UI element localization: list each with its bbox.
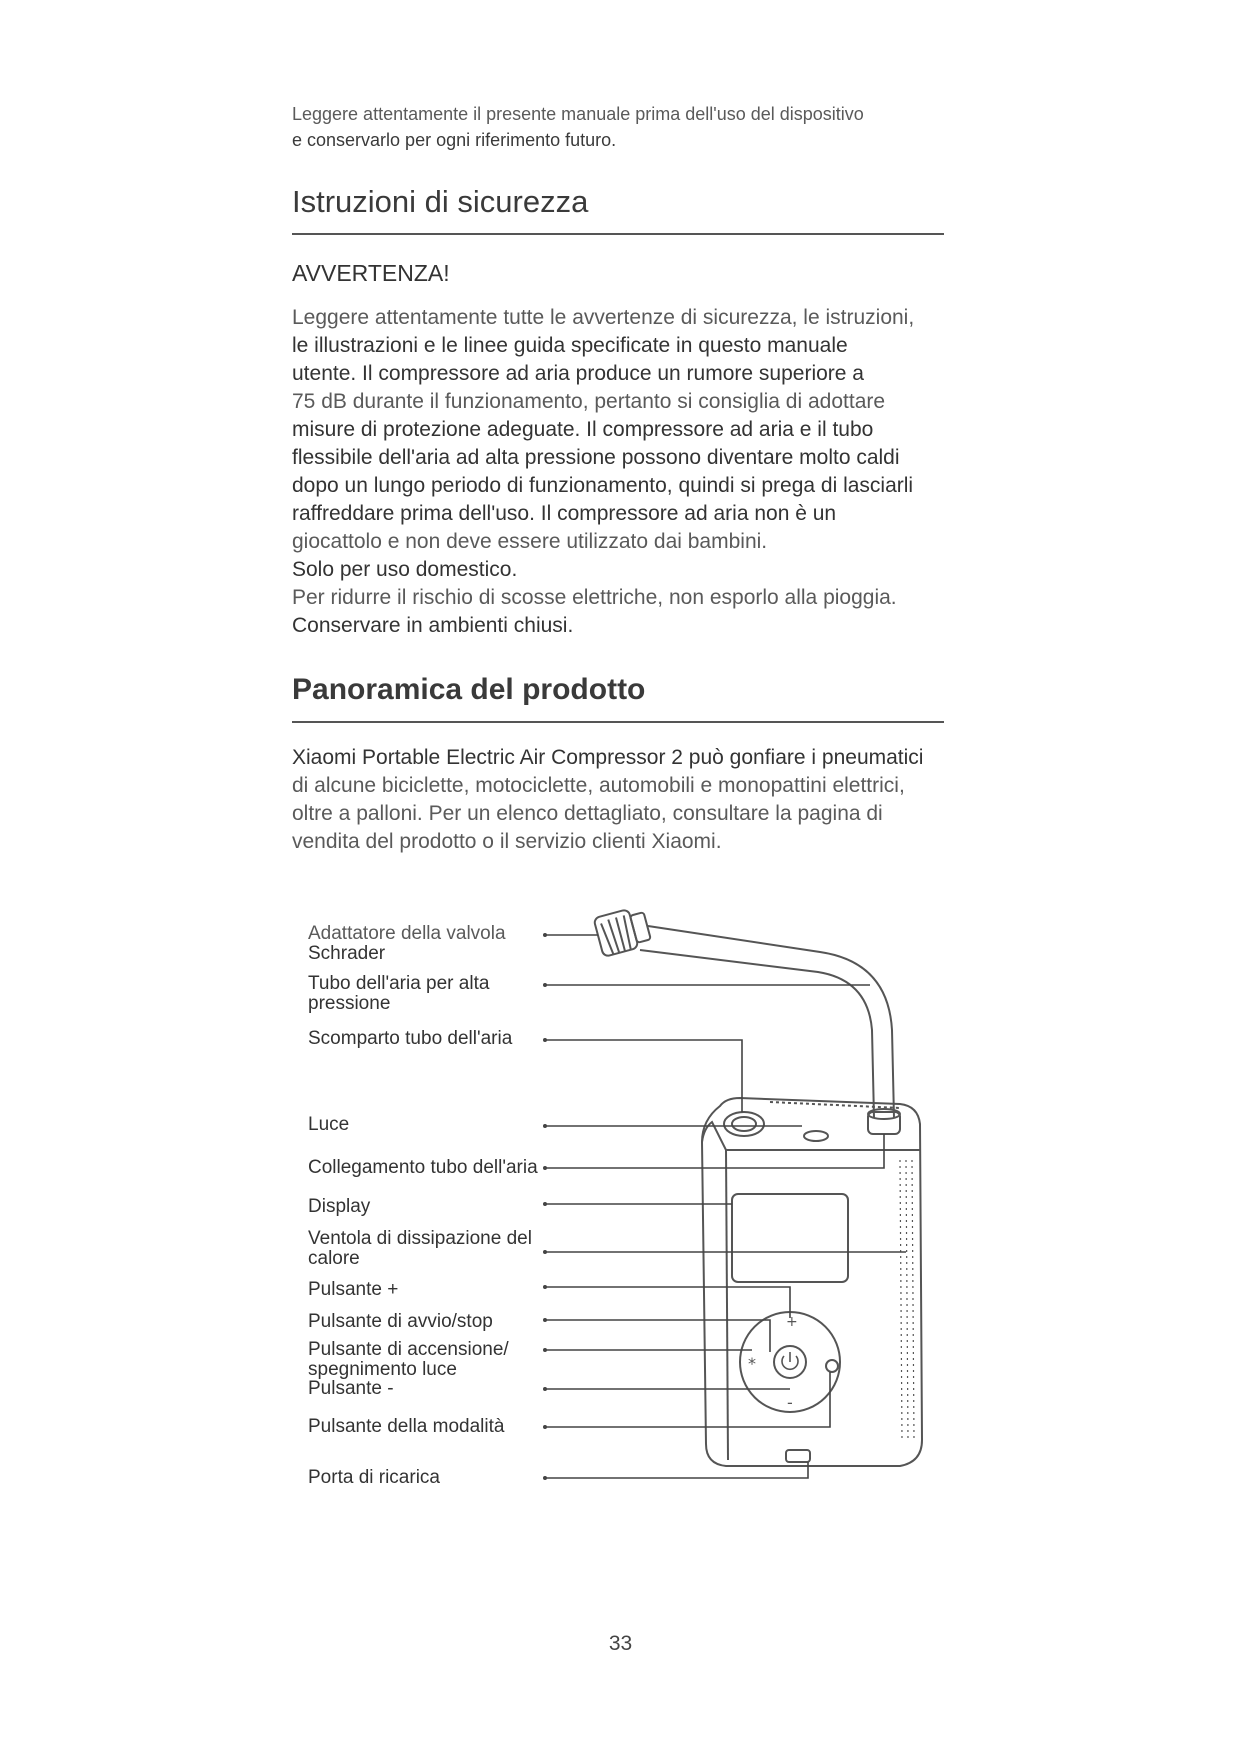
- label-light-power-button: Pulsante di accensione/ spegnimento luce: [308, 1339, 509, 1380]
- safety-line: le illustrazioni e le linee guida specificate in questo manuale: [292, 334, 848, 357]
- label-light: Luce: [308, 1114, 350, 1135]
- intro-line-2: e conservarlo per ogni riferimento futuro.: [292, 130, 617, 150]
- page-number: 33: [608, 1632, 633, 1655]
- overview-line: oltre a palloni. Per un elenco dettagliato, consultare la pagina di: [292, 802, 883, 825]
- overview-line: di alcune biciclette, motociclette, automobili e monopattini elettrici,: [292, 774, 905, 797]
- safety-line: giocattolo e non deve essere utilizzato dai bambini.: [292, 530, 768, 553]
- safety-line: 75 dB durante il funzionamento, pertanto si consiglia di adottare: [292, 390, 886, 413]
- label-high-pressure-hose: Tubo dell'aria per alta pressione: [308, 973, 490, 1014]
- overview-line: Xiaomi Portable Electric Air Compressor 2 può gonfiare i pneumatici: [292, 746, 924, 769]
- label-cooling-fan: Ventola di dissipazione del calore: [308, 1228, 532, 1269]
- safety-line: raffreddare prima dell'uso. Il compressore ad aria non è un: [292, 502, 837, 525]
- display-illustration: [732, 1194, 848, 1282]
- label-display: Display: [308, 1196, 371, 1217]
- safety-line: Leggere attentamente tutte le avvertenze di sicurezza, le istruzioni,: [292, 306, 915, 329]
- mode-button-illustration: [826, 1360, 838, 1372]
- safety-line: Conservare in ambienti chiusi.: [292, 614, 574, 637]
- hose-compartment-illustration: [724, 1112, 764, 1136]
- overview-heading: Panoramica del prodotto: [292, 673, 646, 706]
- light-illustration: [804, 1131, 828, 1141]
- minus-button-illustration: -: [787, 1393, 793, 1412]
- warning-title: AVVERTENZA!: [292, 260, 450, 286]
- overview-line: vendita del prodotto o il servizio clienti Xiaomi.: [292, 830, 722, 853]
- label-charging-port: Porta di ricarica: [308, 1467, 440, 1488]
- label-hose-connection: Collegamento tubo dell'aria: [308, 1157, 538, 1178]
- label-plus-button: Pulsante +: [308, 1279, 399, 1300]
- safety-heading: Istruzioni di sicurezza: [292, 184, 589, 219]
- hose-connection-illustration: [868, 1112, 900, 1134]
- safety-line: utente. Il compressore ad aria produce un rumore superiore a: [292, 362, 864, 385]
- intro-line-1: Leggere attentamente il presente manuale prima dell'uso del dispositivo: [292, 104, 864, 124]
- label-start-stop-button: Pulsante di avvio/stop: [308, 1311, 493, 1332]
- plus-button-illustration: +: [786, 1314, 798, 1330]
- safety-line: Per ridurre il rischio di scosse elettriche, non esporlo alla pioggia.: [292, 586, 897, 609]
- cooling-fan-illustration: [900, 1160, 914, 1440]
- charging-port-illustration: [786, 1450, 810, 1462]
- label-schrader-adapter: Adattatore della valvola Schrader: [308, 923, 506, 964]
- safety-line: misure di protezione adeguate. Il compressore ad aria e il tubo: [292, 418, 874, 441]
- safety-line: dopo un lungo periodo di funzionamento, quindi si prega di lasciarli: [292, 474, 914, 497]
- safety-line: flessibile dell'aria ad alta pressione possono diventare molto caldi: [292, 446, 900, 469]
- label-hose-compartment: Scomparto tubo dell'aria: [308, 1028, 513, 1049]
- label-mode-button: Pulsante della modalità: [308, 1416, 505, 1437]
- light-power-button-illustration: *: [748, 1354, 756, 1373]
- label-minus-button: Pulsante -: [308, 1378, 394, 1399]
- safety-line: Solo per uso domestico.: [292, 558, 518, 581]
